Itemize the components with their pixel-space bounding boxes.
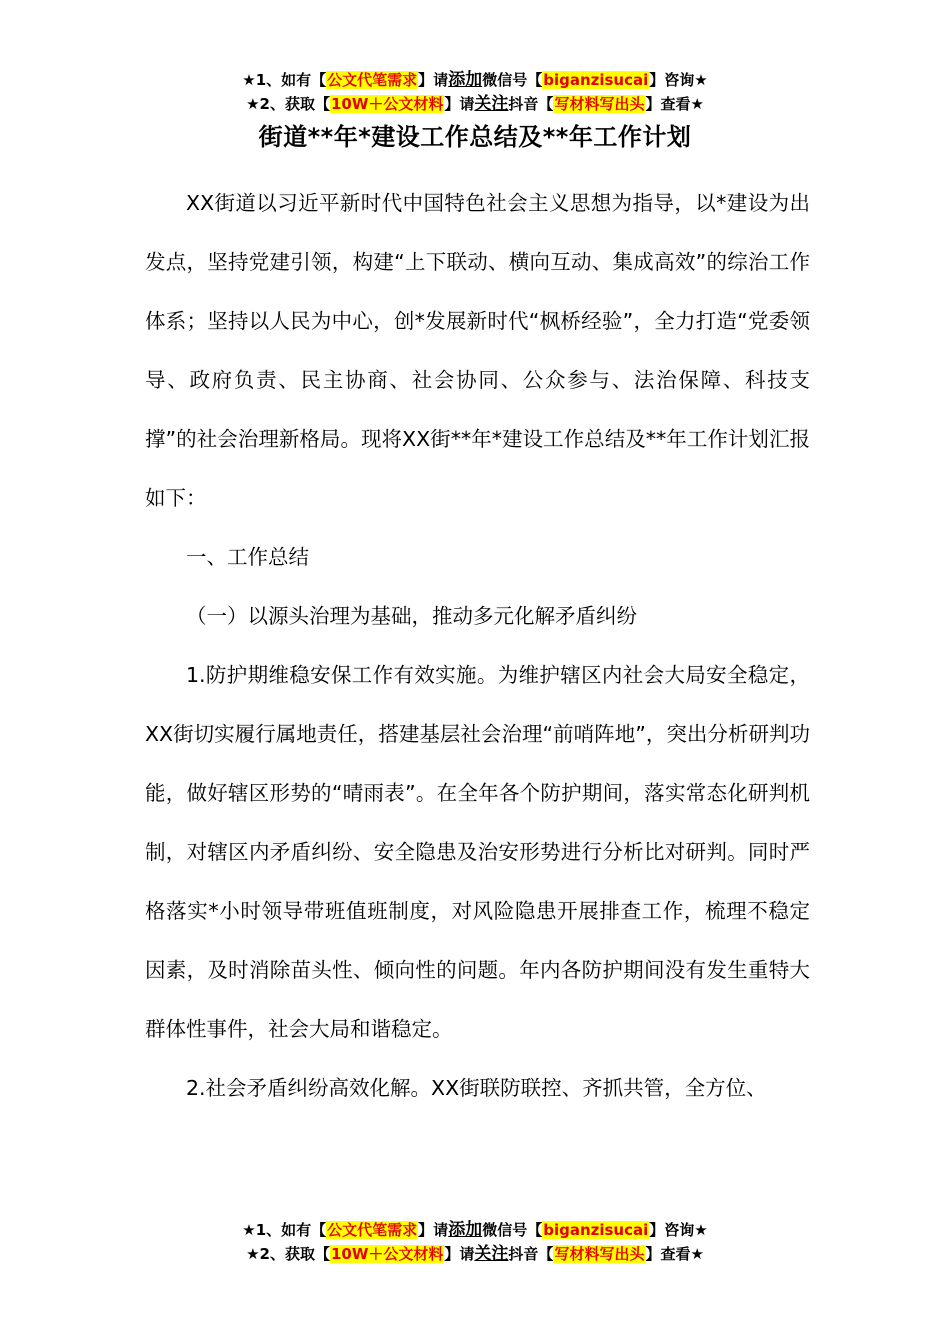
promo-line-1: [0, 68, 950, 92]
document-body: [145, 174, 810, 1118]
promo-text: ★2、获取【: [246, 95, 330, 113]
promo-text: 】咨询★: [649, 1221, 708, 1239]
promo-text: ★2、获取【: [246, 1245, 330, 1263]
promo-line-1: [0, 1218, 950, 1242]
promo-text: 微信号【: [482, 1221, 543, 1239]
promo-highlight: 写材料写出头: [554, 1245, 645, 1263]
promo-emphasis: 关注: [474, 94, 509, 114]
promo-text: 】咨询★: [649, 71, 708, 89]
promo-banner-top: [0, 68, 950, 116]
promo-highlight: 10W＋公文材料: [330, 95, 444, 113]
promo-text: 】请: [444, 95, 475, 113]
promo-text: 】查看★: [645, 1245, 704, 1263]
promo-highlight: 10W＋公文材料: [330, 1245, 444, 1263]
promo-text: 抖音【: [508, 1245, 554, 1263]
promo-line-2: [0, 1242, 950, 1266]
promo-highlight: biganzisucai: [543, 1221, 649, 1239]
promo-emphasis: 添加: [448, 1220, 483, 1240]
body-paragraph: 1.防护期维稳安保工作有效实施。为维护辖区内社会大局安全稳定，XX街切实履行属地责任，搭建基层社会治理“前哨阵地”，突出分析研判功能，做好辖区形势的“晴雨表”。在全年各个防护期间，落实常态化研判机制，对辖区内矛盾纠纷、安全隐患及治安形势进行分析比对研判。同时严格落实*小时领导带班值班制度，对风险隐患开展排查工作，梳理不稳定因素，及时消除苗头性、倾向性的问题。年内各防护期间没有发生重特大群体性事件，社会大局和谐稳定。: [145, 663, 810, 1041]
promo-emphasis: 关注: [474, 1244, 509, 1264]
promo-text: ★1、如有【: [242, 71, 327, 89]
promo-banner-bottom: [0, 1218, 950, 1266]
promo-highlight: 公文代笔需求: [327, 1221, 418, 1239]
promo-text: 抖音【: [508, 95, 554, 113]
section-heading: 一、工作总结: [186, 545, 309, 569]
promo-text: 微信号【: [482, 71, 543, 89]
promo-text: 】请: [444, 1245, 475, 1263]
body-paragraph: 2.社会矛盾纠纷高效化解。XX街联防联控、齐抓共管，全方位、: [186, 1076, 767, 1100]
promo-text: 】请: [418, 71, 449, 89]
document-title: 街道**年*建设工作总结及**年工作计划: [258, 123, 692, 151]
promo-highlight: 写材料写出头: [554, 95, 645, 113]
promo-emphasis: 添加: [448, 70, 483, 90]
promo-text: 】请: [418, 1221, 449, 1239]
subsection-heading: （一）以源头治理为基础，推动多元化解矛盾纠纷: [186, 604, 637, 628]
promo-text: ★1、如有【: [242, 1221, 327, 1239]
promo-line-2: [0, 92, 950, 116]
promo-highlight: 公文代笔需求: [327, 71, 418, 89]
body-paragraph: XX街道以习近平新时代中国特色社会主义思想为指导，以*建设为出发点，坚持党建引领，构建“上下联动、横向互动、集成高效”的综治工作体系；坚持以人民为中心，创*发展新时代“枫桥经验”，全力打造“党委领导、政府负责、民主协商、社会协同、公众参与、法治保障、科技支撑”的社会治理新格局。现将XX街**年*建设工作总结及**年工作计划汇报如下：: [145, 191, 810, 510]
promo-highlight: biganzisucai: [543, 71, 649, 89]
promo-text: 】查看★: [645, 95, 704, 113]
